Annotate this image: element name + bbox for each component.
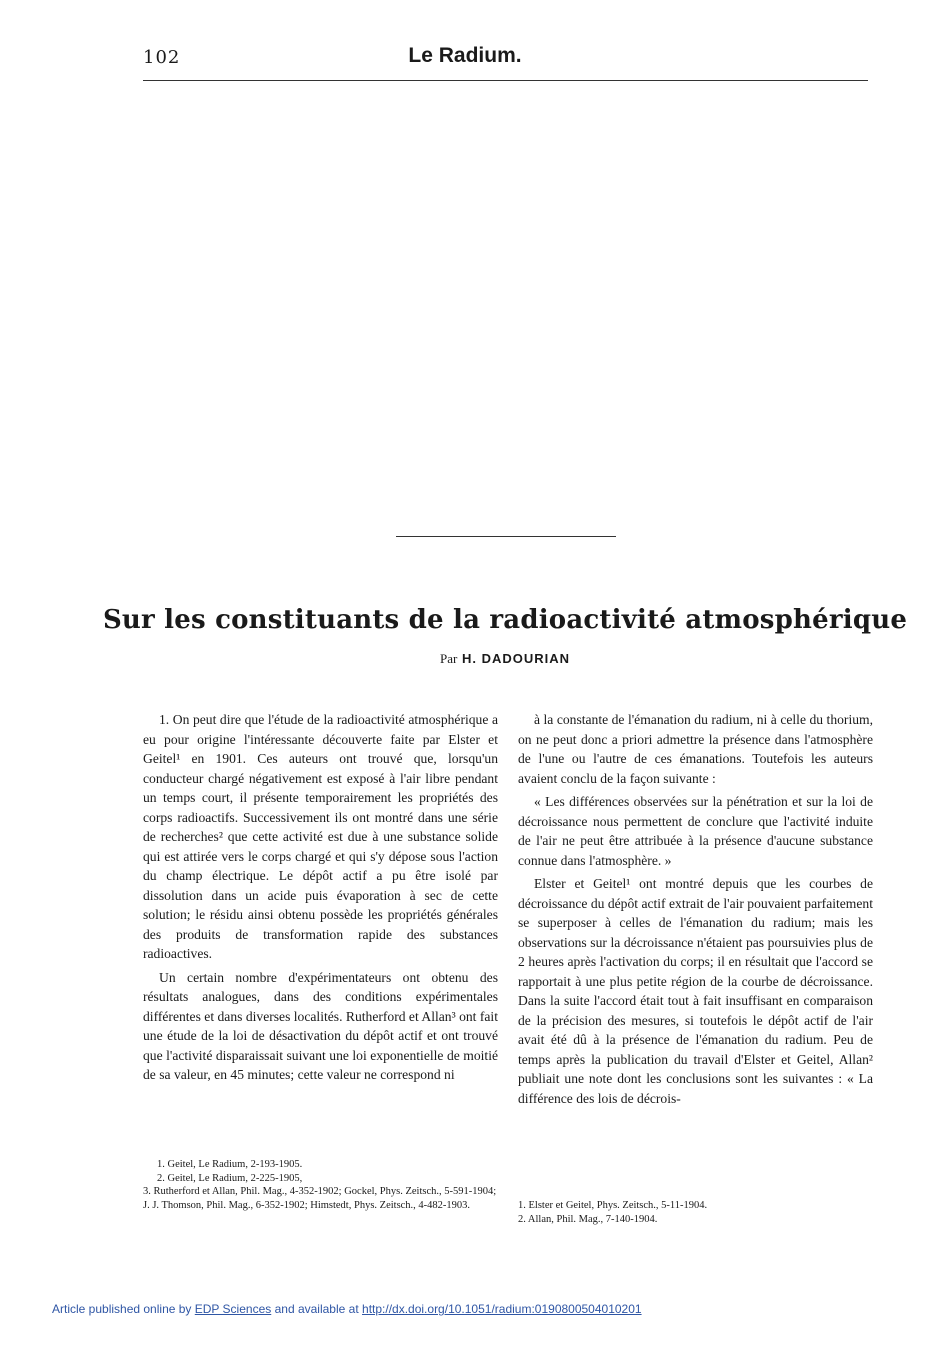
byline — [0, 651, 930, 667]
footnote: 1. Geitel, Le Radium, 2-193-1905. — [157, 1159, 303, 1170]
credit-middle: and available at — [274, 1302, 359, 1316]
body-left-column — [143, 710, 498, 1085]
header-divider — [143, 80, 868, 81]
footnote: 1. Elster et Geitel, Phys. Zeitsch., 5-11-1904. — [518, 1200, 708, 1211]
journal-title: Le Radium. — [408, 44, 522, 67]
doi-link[interactable]: http://dx.doi.org/10.1051/radium:0190800504010201 — [362, 1302, 642, 1316]
section-divider — [396, 536, 616, 537]
author-name: H. DADOURIAN — [461, 651, 571, 666]
body-right-column — [518, 710, 873, 1108]
article-title: Sur les constituants de la radioactivité atmosphérique — [102, 605, 908, 636]
body-paragraph: 1. On peut dire que l'étude de la radioactivité atmosphérique a eu pour origine l'intéressante découverte faite par Elster et Geitel¹ en 1901. Ces auteurs ont trouvé que, lorsqu'un conducteur chargé négativement est exposé à l'air libre pendant un temps court, il présente temporairement les propriétés des corps radioactifs. Successivement ils ont montré dans une série de recherches² que cette activité est due à une substance solide qui est attirée vers le corps chargé et qui s'y dépose sous l'action du champ électrique. Le dépôt actif a pu être isolé par dissolution dans un acide puis évaporation à sec de cette solution; le résidu ainsi obtenu possède les propriétés générales des produits de transformation rapide des substances radioactives. — [143, 712, 498, 961]
page-number: 102 — [143, 47, 181, 68]
body-paragraph: Un certain nombre d'expérimentateurs ont obtenu des résultats analogues, dans des conditions expérimentales différentes et dans diverses localités. Rutherford et Allan³ ont fait une étude de la loi de désactivation du dépôt actif et ont trouvé que l'activité disparaissait suivant une loi exponentielle de moitié de sa valeur, en 45 minutes; cette valeur ne correspond ni — [143, 969, 498, 1082]
body-paragraph: « Les différences observées sur la pénétration et sur la loi de décroissance nous permettent de conclure que l'activité induite de l'air ne peut être attribuée à la présence d'aucune substance connue dans l'atmosphère. » — [518, 794, 873, 868]
publisher-link[interactable]: EDP Sciences — [194, 1302, 272, 1316]
footnote: 2. Geitel, Le Radium, 2-225-1905, — [157, 1172, 303, 1184]
footnote: 3. Rutherford et Allan, Phil. Mag., 4-352-1902; Gockel, Phys. Zeitsch., 5-591-1904; J. J. Thomson, Phil. Mag., 6-352-1902; Himstedt, Phys. Zeitsch., 4-482-1903. — [143, 1186, 497, 1211]
footnotes-right — [518, 1199, 873, 1226]
body-paragraph: Elster et Geitel¹ ont montré depuis que les courbes de décroissance du dépôt actif extrait de l'air pouvaient parfaitement se superposer à celles de l'émanation du radium; mais les observations sur la décroissance n'étaient pas poursuivies plus de 2 heures après l'activation du corps; il en résultait que l'accord se rapportait à une plus petite région de la courbe de décroissance. Dans la suite l'accord était tout à fait insuffisant en comparaison de la précision des mesures, si toutefois le dépôt actif de l'air avait été dû à la présence de l'émanation du radium. Peu de temps après la publication du travail d'Elster et Geitel, Allan² publiait une note dont les conclusions sont les suivantes : « La différence des lois de décrois- — [518, 876, 873, 1106]
footnote: 2. Allan, Phil. Mag., 7-140-1904. — [518, 1213, 658, 1225]
footnotes-left — [143, 1158, 498, 1212]
credit-prefix: Article published online by — [52, 1302, 192, 1316]
body-paragraph: à la constante de l'émanation du radium, ni à celle du thorium, on ne peut donc a priori admettre la présence dans l'atmosphère de l'une ou l'autre de ces émanations. Toutefois les auteurs avaient conclu de la façon suivante : — [518, 712, 873, 786]
byline-prefix: Par — [439, 651, 458, 666]
publication-credit — [52, 1302, 642, 1316]
